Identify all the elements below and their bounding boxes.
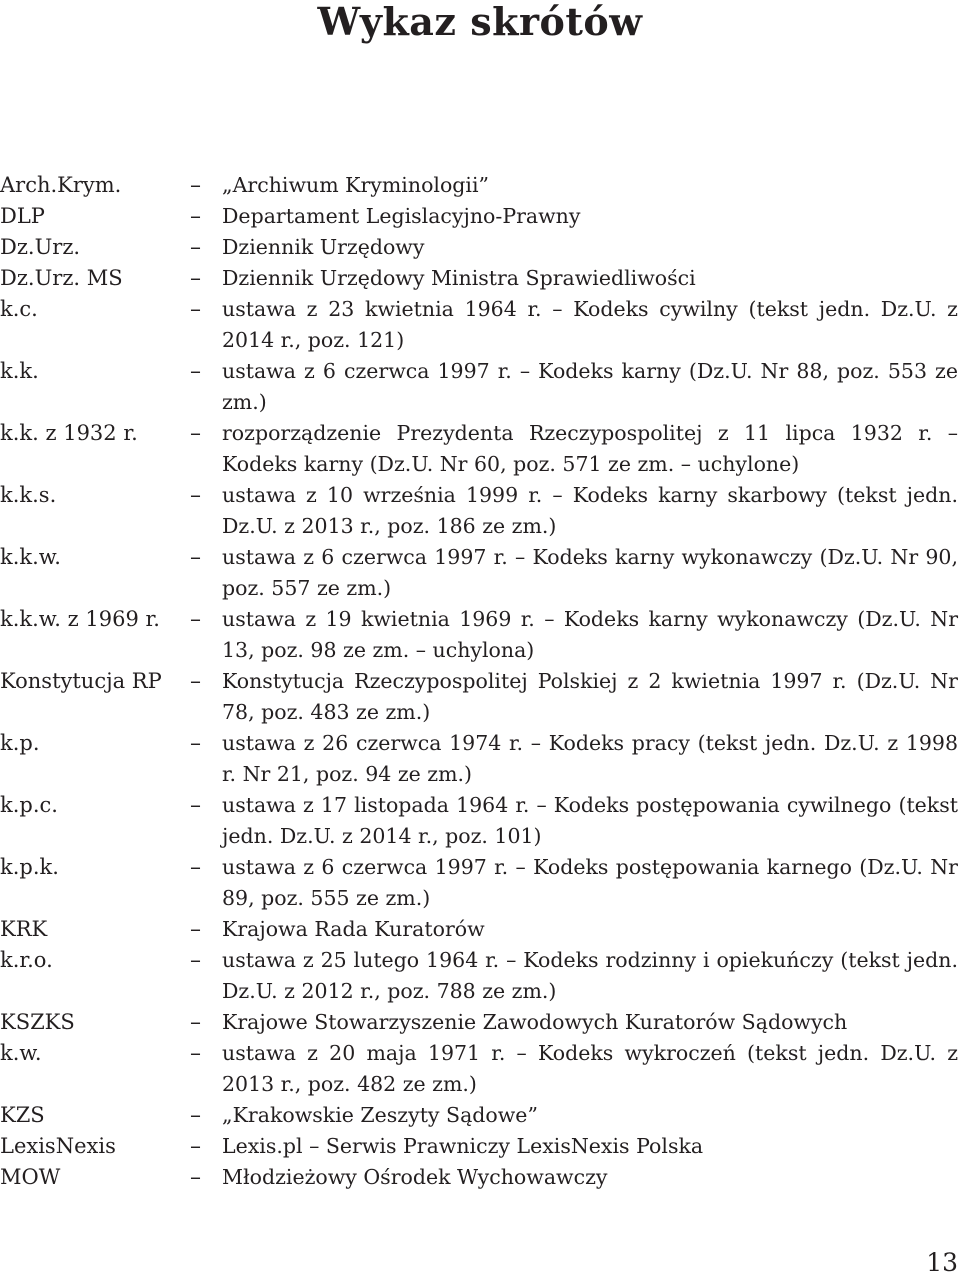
abbreviation-entry <box>0 790 960 852</box>
abbreviation-definition: Departament Legislacyjno-Prawny <box>222 204 581 228</box>
abbreviation-entry <box>0 1007 960 1038</box>
abbreviation-term: KRK <box>0 917 48 941</box>
abbreviation-definition: ustawa z 26 czerwca 1974 r. – Kodeks pracy (tekst jedn. Dz.U. z 1998 r. Nr 21, poz. 94 ze zm.) <box>222 731 958 786</box>
abbreviation-definition: ustawa z 25 lutego 1964 r. – Kodeks rodzinny i opiekuńczy (tekst jedn. Dz.U. z 2012 r., poz. 788 ze zm.) <box>222 948 958 1003</box>
abbreviation-entry <box>0 263 960 294</box>
abbreviation-entry <box>0 542 960 604</box>
entry-dash: – <box>190 483 201 508</box>
abbreviation-definition: Krajowa Rada Kuratorów <box>222 917 485 941</box>
abbreviation-definition: „Archiwum Kryminologii” <box>222 173 490 197</box>
abbreviation-term: k.p.c. <box>0 793 58 817</box>
entry-dash: – <box>190 948 201 973</box>
entry-dash: – <box>190 173 201 198</box>
abbreviation-list <box>0 170 960 1193</box>
abbreviation-entry <box>0 1100 960 1131</box>
entry-dash: – <box>190 545 201 570</box>
abbreviation-term: k.k. z 1932 r. <box>0 421 138 445</box>
entry-dash: – <box>190 266 201 291</box>
abbreviation-entry <box>0 1162 960 1193</box>
abbreviation-definition: ustawa z 10 września 1999 r. – Kodeks karny skarbowy (tekst jedn. Dz.U. z 2013 r., poz. 186 ze zm.) <box>222 483 958 538</box>
abbreviation-term: Konstytucja RP <box>0 669 162 693</box>
abbreviation-term: k.k.w. <box>0 545 61 569</box>
abbreviation-definition: Dziennik Urzędowy Ministra Sprawiedliwości <box>222 266 696 290</box>
abbreviation-definition: ustawa z 6 czerwca 1997 r. – Kodeks postępowania karnego (Dz.U. Nr 89, poz. 555 ze zm.) <box>222 855 958 910</box>
abbreviation-entry <box>0 232 960 263</box>
abbreviation-definition: Lexis.pl – Serwis Prawniczy LexisNexis Polska <box>222 1134 704 1158</box>
entry-dash: – <box>190 1010 201 1035</box>
entry-dash: – <box>190 793 201 818</box>
entry-dash: – <box>190 1134 201 1159</box>
entry-dash: – <box>190 669 201 694</box>
abbreviation-term: KSZKS <box>0 1010 75 1034</box>
abbreviation-entry <box>0 356 960 418</box>
abbreviation-term: LexisNexis <box>0 1134 116 1158</box>
abbreviation-definition: Dziennik Urzędowy <box>222 235 425 259</box>
abbreviation-entry <box>0 418 960 480</box>
abbreviation-definition: ustawa z 19 kwietnia 1969 r. – Kodeks karny wykonawczy (Dz.U. Nr 13, poz. 98 ze zm. – uchylona) <box>222 607 958 662</box>
entry-dash: – <box>190 1103 201 1128</box>
page-number: 13 <box>926 1248 958 1277</box>
abbreviation-term: k.p. <box>0 731 40 755</box>
entry-dash: – <box>190 204 201 229</box>
abbreviation-entry <box>0 1131 960 1162</box>
abbreviation-term: k.k.w. z 1969 r. <box>0 607 160 631</box>
abbreviation-entry <box>0 852 960 914</box>
entry-dash: – <box>190 297 201 322</box>
abbreviation-entry <box>0 201 960 232</box>
abbreviation-term: Arch.Krym. <box>0 173 122 197</box>
abbreviation-definition: ustawa z 17 listopada 1964 r. – Kodeks postępowania cywilnego (tekst jedn. Dz.U. z 2014 r., poz. 101) <box>222 793 958 848</box>
abbreviation-definition: Konstytucja Rzeczypospolitej Polskiej z 2 kwietnia 1997 r. (Dz.U. Nr 78, poz. 483 ze zm.) <box>222 669 958 724</box>
abbreviation-term: DLP <box>0 204 45 228</box>
entry-dash: – <box>190 731 201 756</box>
abbreviation-entry <box>0 728 960 790</box>
abbreviation-entry <box>0 666 960 728</box>
abbreviation-entry <box>0 604 960 666</box>
entry-dash: – <box>190 1041 201 1066</box>
abbreviation-term: k.w. <box>0 1041 42 1065</box>
abbreviation-entry <box>0 480 960 542</box>
entry-dash: – <box>190 1165 201 1190</box>
entry-dash: – <box>190 607 201 632</box>
abbreviation-entry <box>0 945 960 1007</box>
abbreviation-term: Dz.Urz. <box>0 235 81 259</box>
entry-dash: – <box>190 917 201 942</box>
abbreviation-entry <box>0 294 960 356</box>
abbreviation-definition: ustawa z 20 maja 1971 r. – Kodeks wykroczeń (tekst jedn. Dz.U. z 2013 r., poz. 482 ze zm.) <box>222 1041 958 1096</box>
abbreviation-term: k.k.s. <box>0 483 57 507</box>
abbreviation-term: Dz.Urz. MS <box>0 266 123 290</box>
abbreviation-definition: „Krakowskie Zeszyty Sądowe” <box>222 1103 538 1127</box>
page-title: Wykaz skrótów <box>317 0 643 44</box>
abbreviation-definition: ustawa z 6 czerwca 1997 r. – Kodeks karny wykonawczy (Dz.U. Nr 90, poz. 557 ze zm.) <box>222 545 958 600</box>
abbreviation-definition: ustawa z 6 czerwca 1997 r. – Kodeks karny (Dz.U. Nr 88, poz. 553 ze zm.) <box>222 359 958 414</box>
abbreviation-definition: rozporządzenie Prezydenta Rzeczypospolitej z 11 lipca 1932 r. – Kodeks karny (Dz.U. Nr 60, poz. 571 ze zm. – uchylone) <box>222 421 958 476</box>
entry-dash: – <box>190 421 201 446</box>
abbreviation-term: k.k. <box>0 359 39 383</box>
abbreviation-definition: ustawa z 23 kwietnia 1964 r. – Kodeks cywilny (tekst jedn. Dz.U. z 2014 r., poz. 121) <box>222 297 958 352</box>
abbreviation-definition: Krajowe Stowarzyszenie Zawodowych Kuratorów Sądowych <box>222 1010 848 1034</box>
abbreviation-definition: Młodzieżowy Ośrodek Wychowawczy <box>222 1165 608 1189</box>
entry-dash: – <box>190 855 201 880</box>
abbreviation-entry <box>0 170 960 201</box>
entry-dash: – <box>190 359 201 384</box>
abbreviation-entry <box>0 1038 960 1100</box>
abbreviation-term: k.r.o. <box>0 948 53 972</box>
abbreviation-term: k.c. <box>0 297 38 321</box>
abbreviation-entry <box>0 914 960 945</box>
abbreviation-term: KZS <box>0 1103 45 1127</box>
entry-dash: – <box>190 235 201 260</box>
abbreviation-term: k.p.k. <box>0 855 59 879</box>
abbreviation-term: MOW <box>0 1165 61 1189</box>
